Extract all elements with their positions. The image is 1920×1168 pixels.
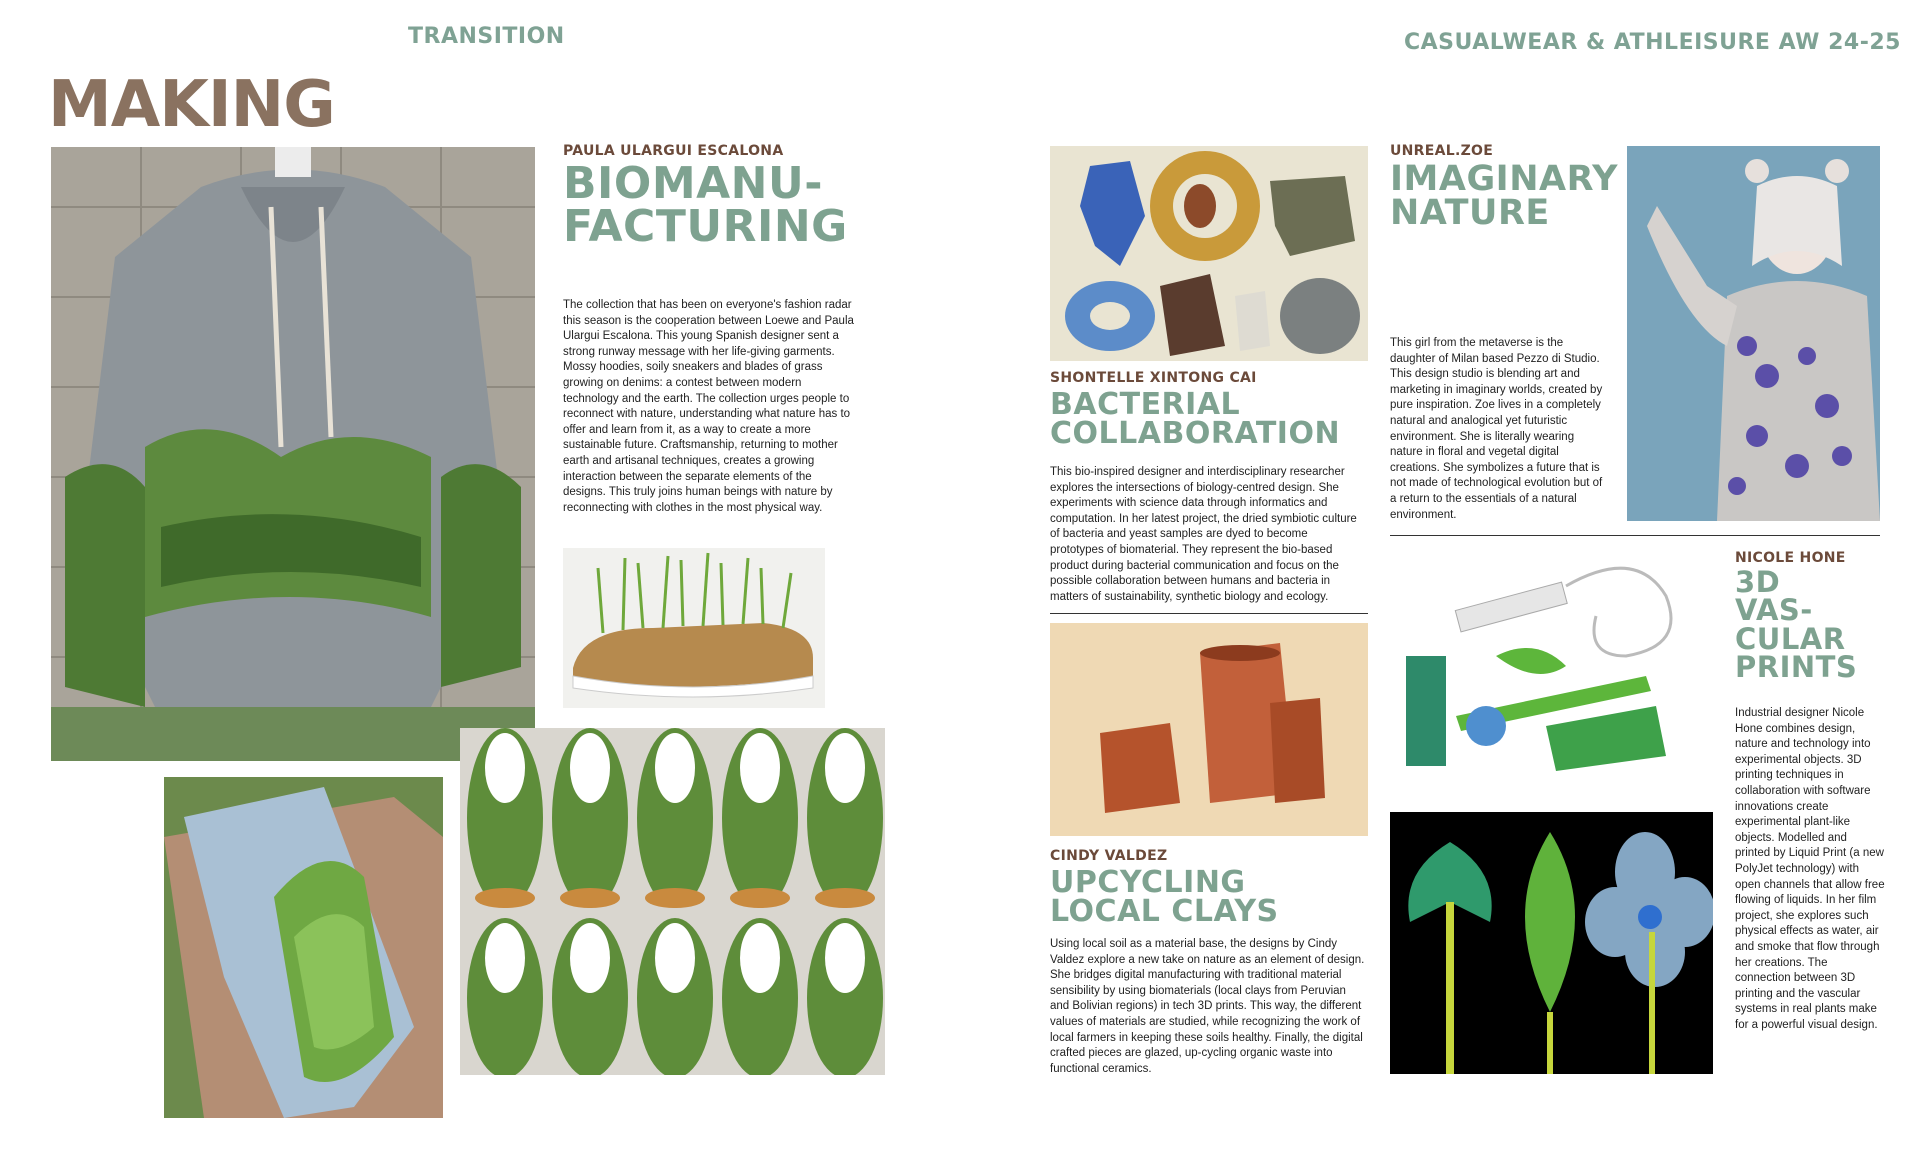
author-shontelle-xintong-cai: SHONTELLE XINTONG CAI <box>1050 370 1257 386</box>
grass-jeans-photo <box>164 777 443 1118</box>
grass-sneakers-photo <box>460 728 885 1075</box>
section-tag-casualwear: CASUALWEAR & ATHLEISURE AW 24-25 <box>1404 30 1901 55</box>
section-tag-transition: TRANSITION <box>408 24 565 49</box>
page-title: MAKING <box>48 68 335 142</box>
heading-upcycling-local-clays: UPCYCLING LOCAL CLAYS <box>1050 865 1279 930</box>
divider <box>1390 535 1880 536</box>
heading-biomanufacturing: BIOMANU- FACTURING <box>563 158 848 253</box>
heading-imaginary-nature: IMAGINARY NATURE <box>1390 159 1618 234</box>
grass-shoe-photo <box>563 548 825 708</box>
body-3d-vascular-prints: Industrial designer Nicole Hone combines design, nature and technology into experimental objects. 3D printing techniques in collaboration with software innovations create experimental plant-like objects. Modelled and printed by Liquid Print (a new PolyJet technology) with open channels that allow free flowing of liquids. In her film project, she explores such physical effects as water, air and smoke that flow through her creations. The connection between 3D printing and the vascular systems in real plants make for a powerful visual design. <box>1735 707 1885 1031</box>
mossy-hoodie-photo <box>51 147 535 761</box>
author-cindy-valdez: CINDY VALDEZ <box>1050 848 1168 864</box>
clay-prints-photo <box>1050 623 1368 836</box>
vascular-syringe-objects-photo <box>1396 556 1696 796</box>
author-nicole-hone: NICOLE HONE <box>1735 550 1846 566</box>
author-paula-ulargui-escalona: PAULA ULARGUI ESCALONA <box>563 143 784 159</box>
body-bacterial-collaboration: This bio-inspired designer and interdisciplinary researcher explores the intersections of biology-centred design. She experiments with science data through informatics and computation. In her latest project, the dried symbiotic culture of bacteria and yeast samples are dyed to become prototypes of biomaterial. They represent the bio-based product during bacterial communication and focus on the possible collaboration between humans and bacteria in matters of sustainability, synthetic biology and ecology. <box>1050 466 1357 603</box>
vascular-prints-photo <box>1390 812 1713 1074</box>
author-unreal-zoe: UNREAL.ZOE <box>1390 143 1494 159</box>
body-biomanufacturing: The collection that has been on everyone's fashion radar this season is the cooperation between Loewe and Paula Ulargui Escalona. This young Spanish designer sent a strong runway message with her life-giving garments. Mossy hoodies, soily sneakers and blades of grass growing on denims: a contest between modern technology and the earth. The collection urges people to reconnect with nature, understanding what nature has to offer and learn from it, as a way to create a more sustainable future. Craftsmanship, returning to mother earth and artisanal techniques, creates a growing interaction between the separate elements of the designs. This truly joins human beings with nature by reconnecting with clothes in the most physical way. <box>563 299 854 514</box>
heading-bacterial-collaboration: BACTERIAL COLLABORATION <box>1050 387 1341 452</box>
body-upcycling-local-clays: Using local soil as a material base, the designs by Cindy Valdez explore a new take on nature as an element of design. She bridges digital manufacturing with traditional material sensibility by using biomaterials (local clays from Peruvian and Bolivian regions) in tech 3D prints. This way, the different values of materials are studied, while recognizing the work of local farmers in keeping these soils healthy. Finally, the digital crafted pieces are glazed, up-cycling organic waste into functional ceramics. <box>1050 938 1365 1075</box>
divider <box>1050 613 1368 614</box>
heading-3d-vascular-prints: 3D VAS- CULAR PRINTS <box>1735 565 1858 685</box>
unreal-zoe-portrait <box>1627 146 1880 521</box>
biomaterial-samples-photo <box>1050 146 1368 361</box>
body-imaginary-nature: This girl from the metaverse is the daughter of Milan based Pezzo di Studio. This design studio is blending art and marketing in imaginary worlds, created by pure inspiration. Zoe lives in a completely natural and analogical yet futuristic environment. She is literally wearing nature in floral and vegetal digital creations. She symbolizes a future that is not made of technological evolution but of a return to the essentials of a natural environment. <box>1390 337 1603 521</box>
